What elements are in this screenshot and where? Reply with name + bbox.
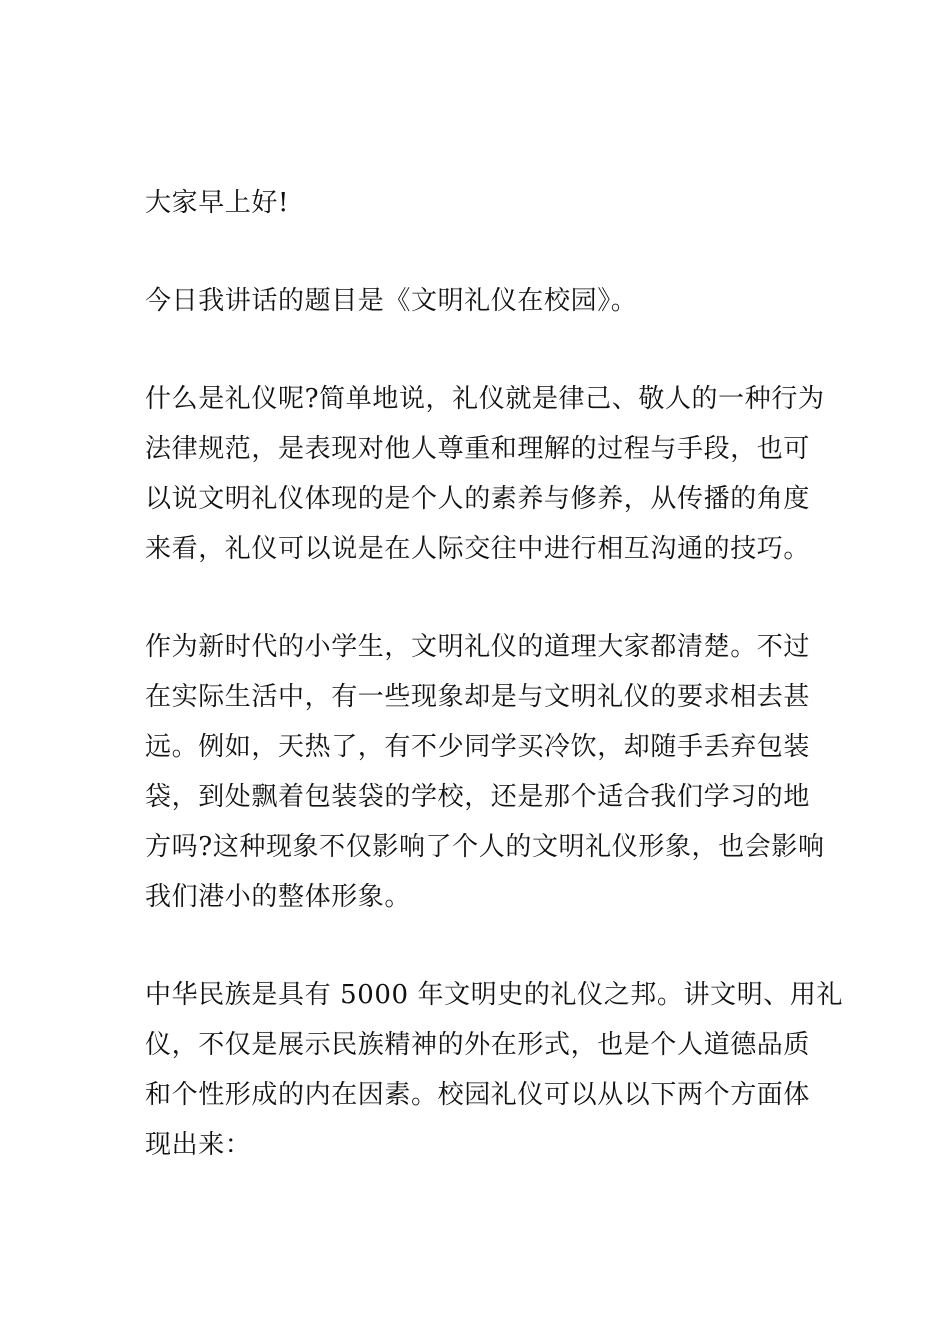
- text-line: 来看，礼仪可以说是在人际交往中进行相互沟通的技巧。: [145, 534, 811, 564]
- text-line: 仪，不仅是展示民族精神的外在形式，也是个人道德品质: [145, 1030, 811, 1060]
- text-line: 远。例如，天热了，有不少同学买冷饮，却随手丢弃包装: [145, 732, 811, 762]
- topic-paragraph: [145, 276, 809, 326]
- text-line: 现出来：: [145, 1130, 252, 1160]
- text-line: 中华民族是具有 5000 年文明史的礼仪之邦。讲文明、用礼: [145, 980, 844, 1010]
- heritage-paragraph: [145, 970, 844, 1170]
- text-line: 方吗?这种现象不仅影响了个人的文明礼仪形象，也会影响: [145, 832, 825, 862]
- text-line: 作为新时代的小学生，文明礼仪的道理大家都清楚。不过: [145, 632, 811, 662]
- text-line: 在实际生活中，有一些现象却是与文明礼仪的要求相去甚: [145, 682, 811, 712]
- phenomenon-paragraph: [145, 622, 825, 922]
- speech-text: [145, 178, 844, 1218]
- text-line: 今日我讲话的题目是《文明礼仪在校园》。: [145, 286, 638, 316]
- text-line: 法律规范，是表现对他人尊重和理解的过程与手段，也可: [145, 434, 811, 464]
- text-line: 大家早上好!: [145, 188, 290, 218]
- definition-paragraph: [145, 374, 825, 574]
- text-line: 我们港小的整体形象。: [145, 882, 412, 912]
- text-line: 和个性形成的内在因素。校园礼仪可以从以下两个方面体: [145, 1080, 811, 1110]
- text-line: 袋，到处飘着包装袋的学校，还是那个适合我们学习的地: [145, 782, 811, 812]
- greeting-paragraph: [145, 178, 809, 228]
- text-line: 什么是礼仪呢?简单地说，礼仪就是律己、敬人的一种行为: [145, 384, 825, 414]
- text-line: 以说文明礼仪体现的是个人的素养与修养，从传播的角度: [145, 484, 811, 514]
